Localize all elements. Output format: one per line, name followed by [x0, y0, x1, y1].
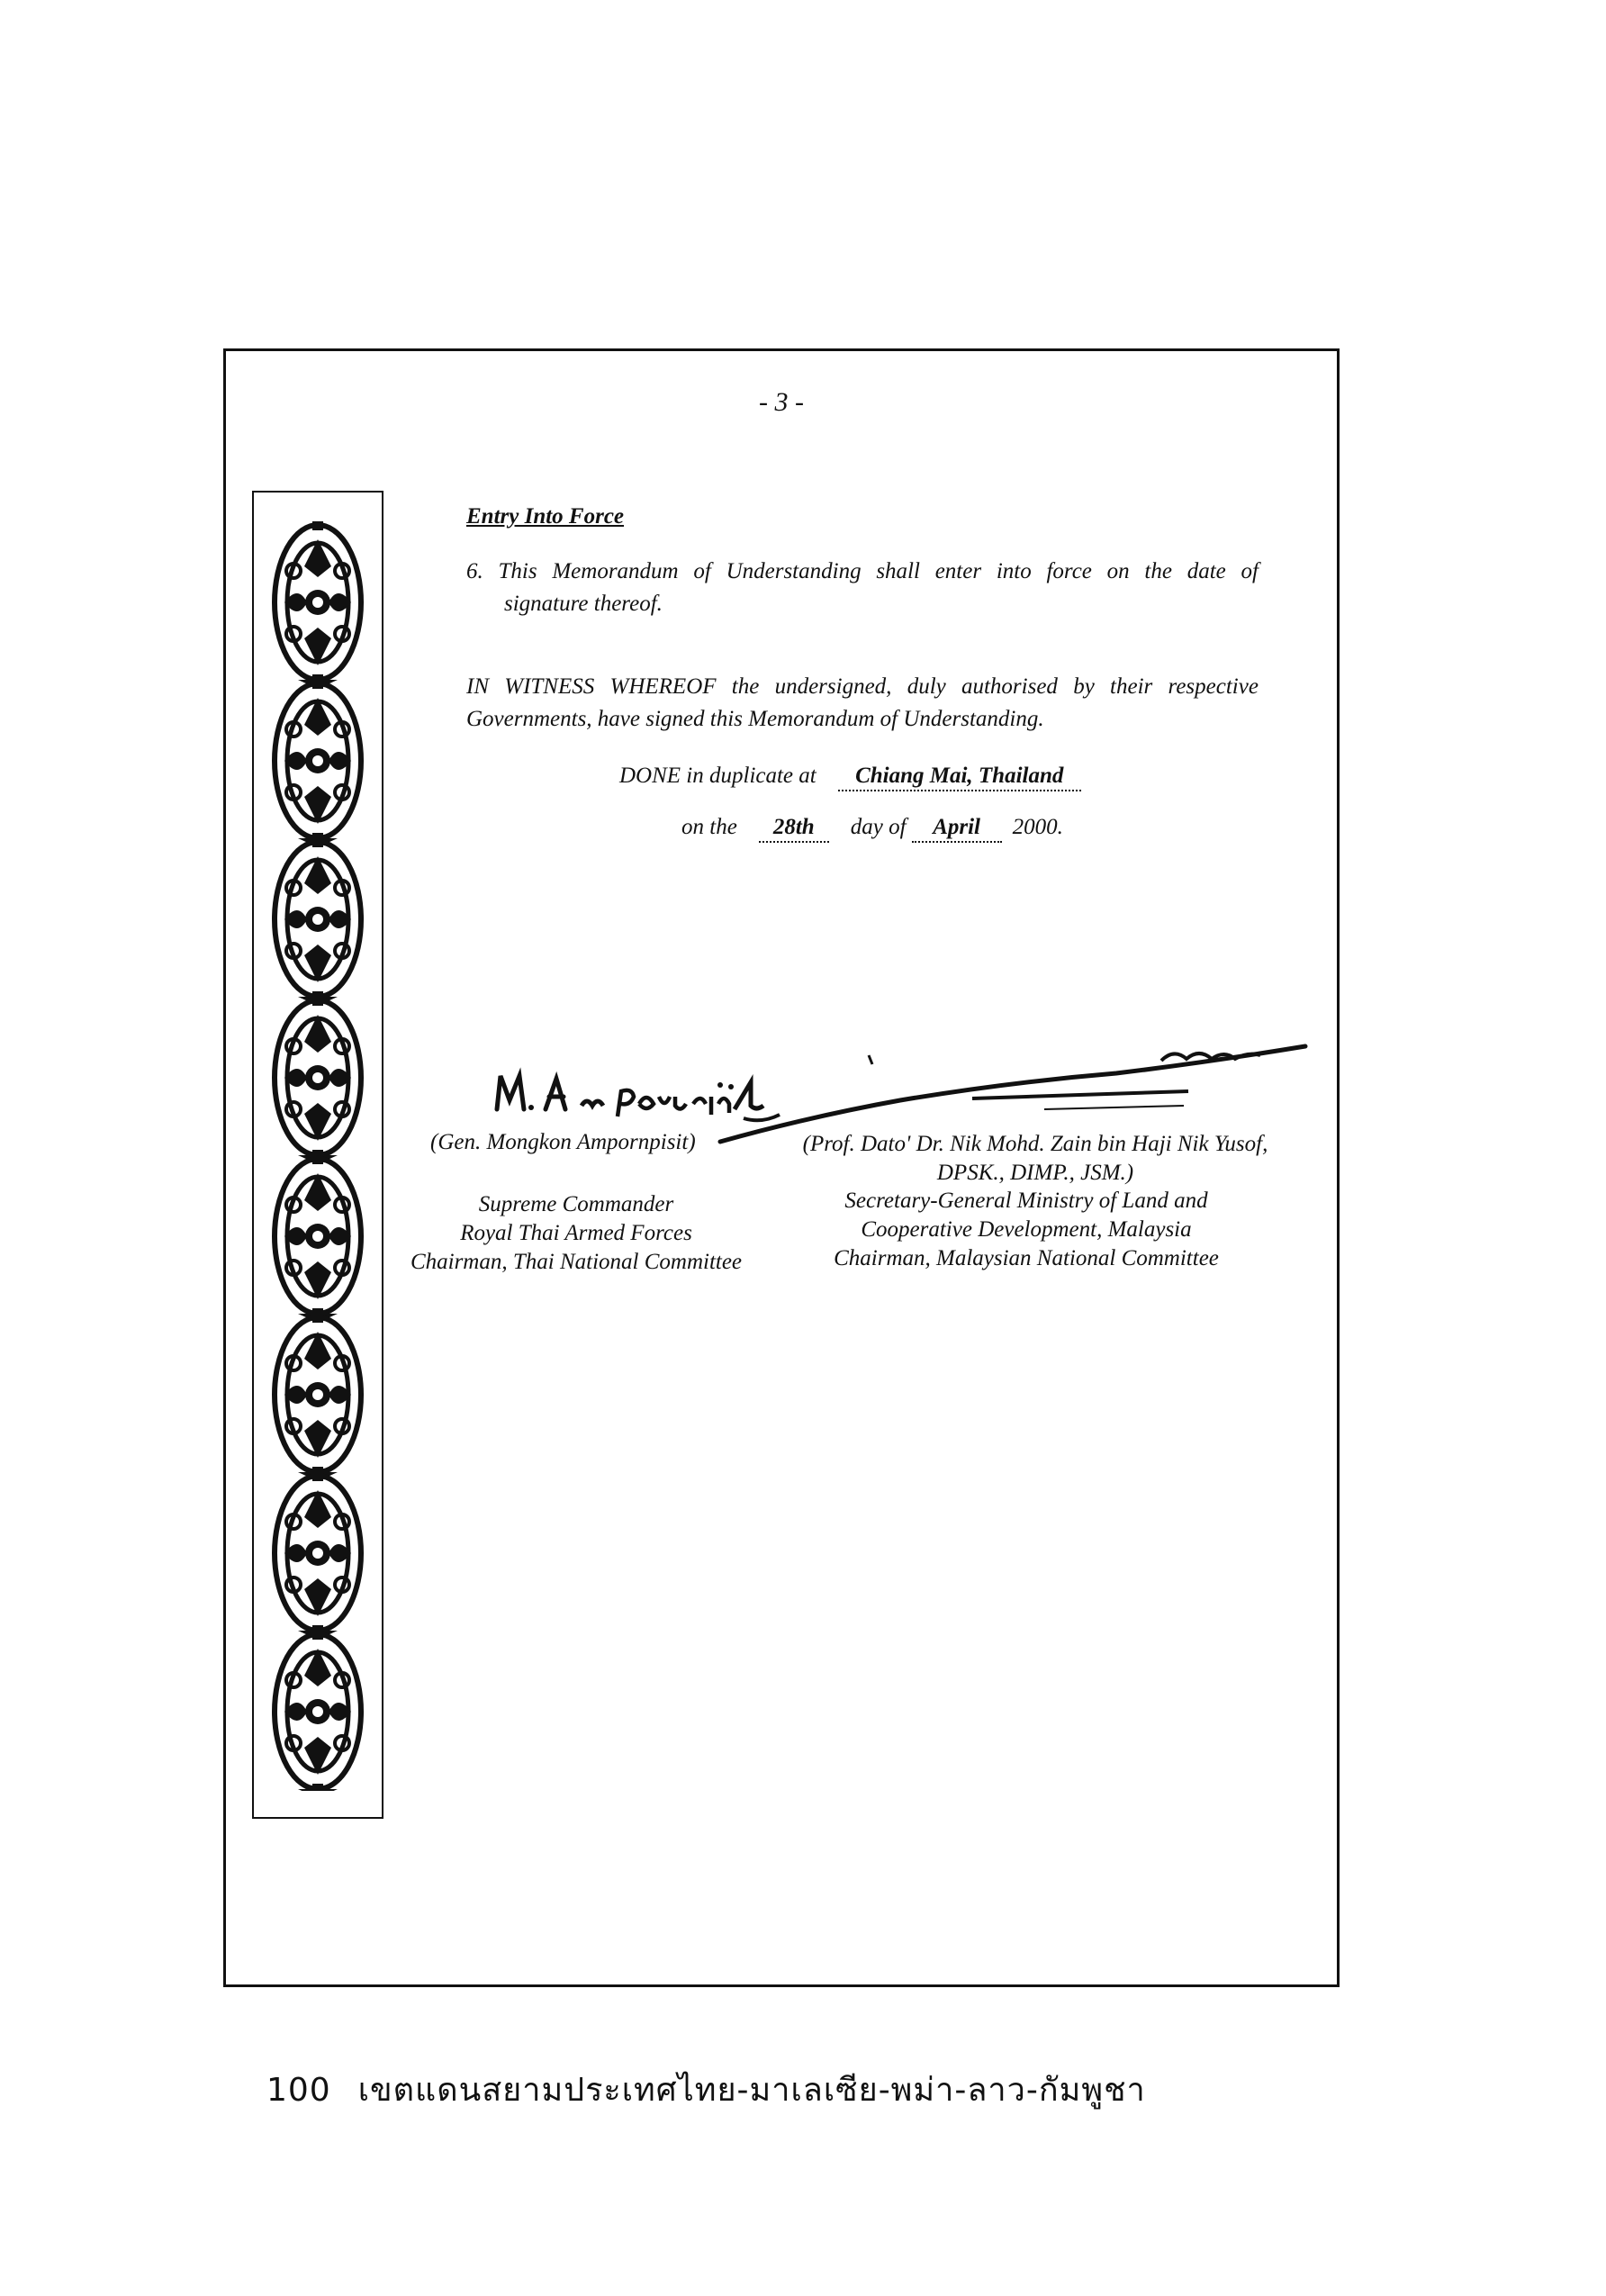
- clause-line-2: signature thereof.: [504, 592, 663, 616]
- clause-number: 6.: [466, 559, 483, 583]
- clause-line-1: 6. This Memorandum of Understanding shall enter into force on the date of: [466, 556, 1259, 588]
- malaysian-signature: [720, 1046, 1305, 1142]
- date-line: on the 28th day of April 2000.: [681, 811, 1063, 844]
- done-place: Chiang Mai, Thailand: [838, 763, 1081, 791]
- footer-page-number: 100: [266, 2072, 331, 2109]
- date-day: 28th: [759, 814, 829, 843]
- date-month: April: [912, 814, 1002, 843]
- witness-line-1: IN WITNESS WHEREOF the undersigned, duly authorised by their respective: [466, 674, 1259, 699]
- malaysian-signatory-name: (Prof. Dato' Dr. Nik Mohd. Zain bin Haji Nik Yusof, DPSK., DIMP., JSM.): [802, 1132, 1268, 1185]
- thai-signatory-name: (Gen. Mongkon Ampornpisit): [430, 1130, 696, 1154]
- section-heading: Entry Into Force: [466, 504, 625, 529]
- thai-signatory-titles: Supreme Commander Royal Thai Armed Forces Chairman, Thai National Committee: [410, 1192, 743, 1274]
- malaysian-signatory-titles: Secretary-General Ministry of Land and Cooperative Development, Malaysia Chairman, Malaysian National Committee: [834, 1189, 1219, 1270]
- done-line: DONE in duplicate at Chiang Mai, Thailand: [619, 760, 1081, 792]
- footer-book-title: เขตแดนสยามประเทศไทย-มาเลเซีย-พม่า-ลาว-กัมพูชา: [357, 2072, 1146, 2109]
- page-marker: - 3 -: [759, 387, 804, 417]
- witness-line-2: Governments, have signed this Memorandum of Understanding.: [466, 707, 1044, 731]
- page-footer: [266, 2064, 1146, 2115]
- thai-signature: [497, 1076, 780, 1120]
